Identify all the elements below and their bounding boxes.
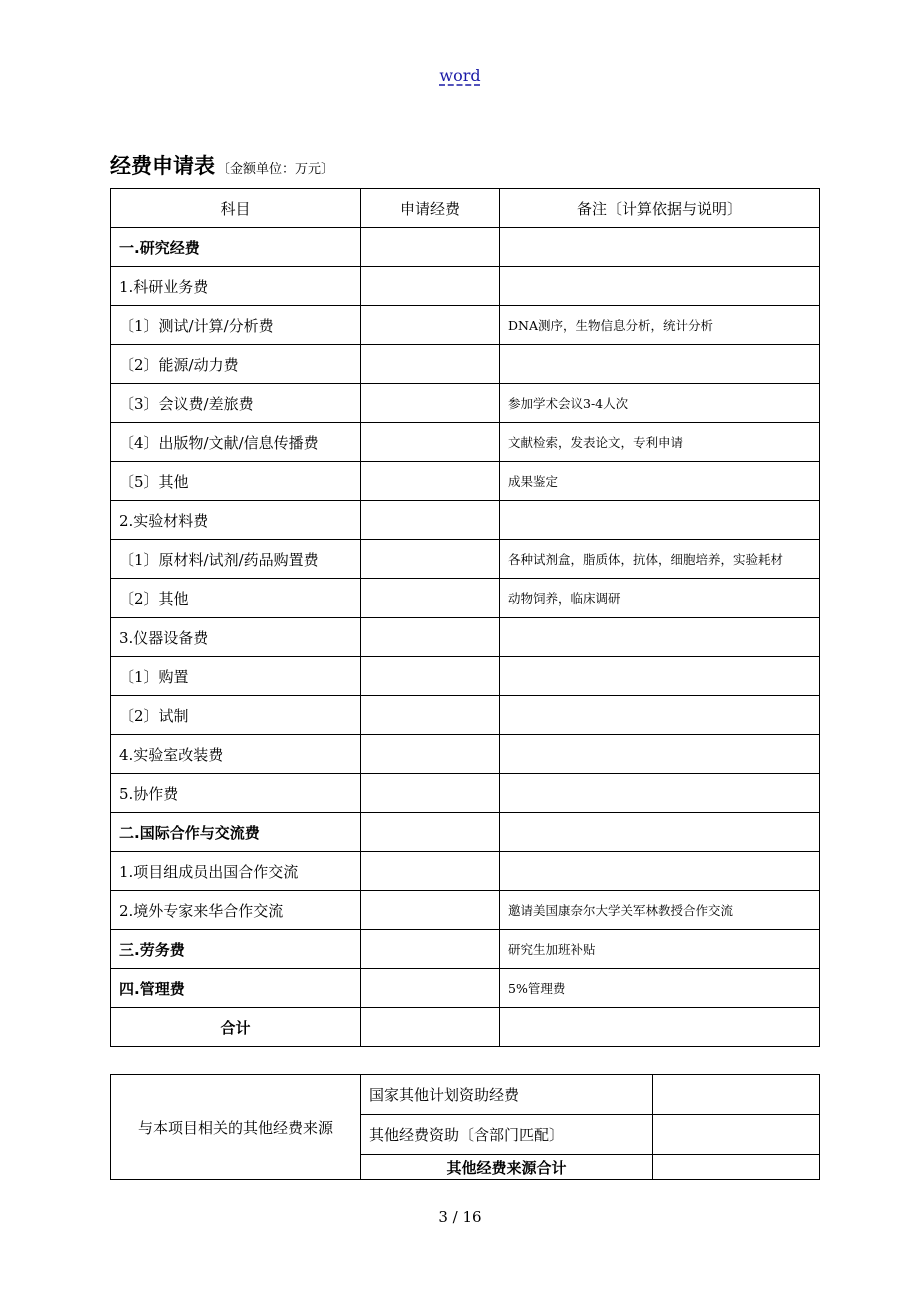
table-row <box>111 462 820 501</box>
other-source-value[interactable] <box>653 1115 820 1155</box>
amount-cell[interactable] <box>361 930 500 969</box>
amount-cell[interactable] <box>361 969 500 1008</box>
amount-cell[interactable] <box>361 618 500 657</box>
amount-cell[interactable] <box>361 813 500 852</box>
subject-cell: 一.研究经费 <box>111 228 361 267</box>
amount-cell[interactable] <box>361 384 500 423</box>
table-row <box>111 969 820 1008</box>
subject-cell: 〔2〕能源/动力费 <box>111 345 361 384</box>
unit-note: 〔金额单位：万元〕 <box>217 162 335 177</box>
total-note-cell[interactable] <box>500 1008 820 1047</box>
amount-cell[interactable] <box>361 345 500 384</box>
table-row <box>111 501 820 540</box>
subject-cell: 3.仪器设备费 <box>111 618 361 657</box>
subject-cell: 〔1〕原材料/试剂/药品购置费 <box>111 540 361 579</box>
header-word-link <box>0 66 920 85</box>
note-cell[interactable] <box>500 852 820 891</box>
note-cell[interactable] <box>500 657 820 696</box>
table-row <box>111 813 820 852</box>
amount-cell[interactable] <box>361 774 500 813</box>
amount-cell[interactable] <box>361 657 500 696</box>
subject-cell: 5.协作费 <box>111 774 361 813</box>
subject-cell: 〔2〕试制 <box>111 696 361 735</box>
total-amount-cell[interactable] <box>361 1008 500 1047</box>
total-row <box>111 1008 820 1047</box>
budget-table <box>110 188 820 1047</box>
note-cell[interactable]: 参加学术会议3-4人次 <box>500 384 820 423</box>
note-cell[interactable]: 成果鉴定 <box>500 462 820 501</box>
amount-cell[interactable] <box>361 228 500 267</box>
table-row <box>111 774 820 813</box>
note-cell[interactable] <box>500 774 820 813</box>
subject-cell: 〔4〕出版物/文献/信息传播费 <box>111 423 361 462</box>
subject-cell: 三.劳务费 <box>111 930 361 969</box>
subject-cell: 〔1〕购置 <box>111 657 361 696</box>
form-title: 经费申请表 <box>110 154 215 178</box>
note-cell[interactable]: 文献检索，发表论文，专利申请 <box>500 423 820 462</box>
table-row <box>111 540 820 579</box>
subject-cell: 〔1〕测试/计算/分析费 <box>111 306 361 345</box>
note-cell[interactable]: 各种试剂盒，脂质体，抗体，细胞培养，实验耗材 <box>500 540 820 579</box>
table-row <box>111 930 820 969</box>
amount-cell[interactable] <box>361 696 500 735</box>
note-cell[interactable] <box>500 345 820 384</box>
note-cell[interactable] <box>500 696 820 735</box>
subject-cell: 2.实验材料费 <box>111 501 361 540</box>
table-row <box>111 891 820 930</box>
note-cell[interactable]: 研究生加班补贴 <box>500 930 820 969</box>
note-cell[interactable] <box>500 228 820 267</box>
table-row <box>111 384 820 423</box>
other-sources-table <box>110 1074 820 1180</box>
amount-cell[interactable] <box>361 852 500 891</box>
page-title <box>110 150 334 180</box>
subject-cell: 1.科研业务费 <box>111 267 361 306</box>
subject-cell: 四.管理费 <box>111 969 361 1008</box>
table-row <box>111 306 820 345</box>
other-source-name: 其他经费资助〔含部门匹配〕 <box>361 1115 653 1155</box>
note-cell[interactable] <box>500 618 820 657</box>
subject-cell: 二.国际合作与交流费 <box>111 813 361 852</box>
total-label: 合计 <box>111 1008 361 1047</box>
table-row <box>111 345 820 384</box>
amount-cell[interactable] <box>361 891 500 930</box>
table-row <box>111 696 820 735</box>
other-sources-total-value[interactable] <box>653 1155 820 1180</box>
note-cell[interactable] <box>500 501 820 540</box>
table-row <box>111 267 820 306</box>
amount-cell[interactable] <box>361 501 500 540</box>
page-number: 3 / 16 <box>438 1208 482 1226</box>
other-sources-label: 与本项目相关的其他经费来源 <box>111 1075 361 1180</box>
table-row <box>111 618 820 657</box>
note-cell[interactable]: 邀请美国康奈尔大学关军林教授合作交流 <box>500 891 820 930</box>
note-cell[interactable] <box>500 813 820 852</box>
table-row <box>111 735 820 774</box>
header-subject: 科目 <box>111 189 361 228</box>
note-cell[interactable]: 5%管理费 <box>500 969 820 1008</box>
subject-cell: 1.项目组成员出国合作交流 <box>111 852 361 891</box>
amount-cell[interactable] <box>361 267 500 306</box>
amount-cell[interactable] <box>361 540 500 579</box>
other-source-row <box>111 1075 820 1115</box>
subject-cell: 〔3〕会议费/差旅费 <box>111 384 361 423</box>
subject-cell: 〔2〕其他 <box>111 579 361 618</box>
other-sources-total-label: 其他经费来源合计 <box>361 1155 653 1180</box>
table-row <box>111 423 820 462</box>
other-source-value[interactable] <box>653 1075 820 1115</box>
note-cell[interactable] <box>500 267 820 306</box>
subject-cell: 4.实验室改装费 <box>111 735 361 774</box>
other-source-name: 国家其他计划资助经费 <box>361 1075 653 1115</box>
table-row <box>111 579 820 618</box>
table-row <box>111 852 820 891</box>
subject-cell: 2.境外专家来华合作交流 <box>111 891 361 930</box>
table-row <box>111 657 820 696</box>
amount-cell[interactable] <box>361 423 500 462</box>
note-cell[interactable] <box>500 735 820 774</box>
header-note: 备注〔计算依据与说明〕 <box>500 189 820 228</box>
table-header-row <box>111 189 820 228</box>
note-cell[interactable]: DNA测序，生物信息分析，统计分析 <box>500 306 820 345</box>
subject-cell: 〔5〕其他 <box>111 462 361 501</box>
amount-cell[interactable] <box>361 306 500 345</box>
amount-cell[interactable] <box>361 462 500 501</box>
word-link[interactable]: word <box>439 66 481 85</box>
table-row <box>111 228 820 267</box>
header-amount: 申请经费 <box>361 189 500 228</box>
amount-cell[interactable] <box>361 579 500 618</box>
note-cell[interactable]: 动物饲养，临床调研 <box>500 579 820 618</box>
amount-cell[interactable] <box>361 735 500 774</box>
